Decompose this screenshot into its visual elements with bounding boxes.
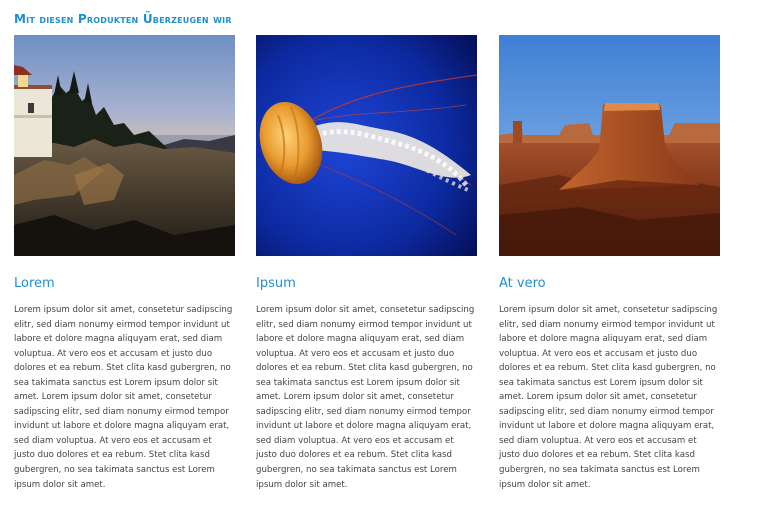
section-title: Mit diesen Produkten Überzeugen wir [14,12,232,26]
product-title: At vero [499,276,546,291]
product-description: Lorem ipsum dolor sit amet, consetetur sadipscing elitr, sed diam nonumy eirmod tempor invidunt ut labore et dolore magna aliquyam erat, sed diam voluptua. At vero eos et accusam et justo duo dolores et ea rebum. Stet clita kasd gubergren, no sea takimata sanctus est Lorem ipsum dolor sit amet. Lorem ipsum dolor sit amet, consetetur sadipscing elitr, sed diam nonumy eirmod tempor invidunt ut labore et dolore magna aliquyam erat, sed diam voluptua. At vero eos et accusam et justo duo dolores et ea rebum. Stet clita kasd gubergren, no sea takimata sanctus est Lorem ipsum dolor sit amet. [14,305,233,490]
product-description: Lorem ipsum dolor sit amet, consetetur sadipscing elitr, sed diam nonumy eirmod tempor invidunt ut labore et dolore magna aliquyam erat, sed diam voluptua. At vero eos et accusam et justo duo dolores et ea rebum. Stet clita kasd gubergren, no sea takimata sanctus est Lorem ipsum dolor sit amet. Lorem ipsum dolor sit amet, consetetur sadipscing elitr, sed diam nonumy eirmod tempor invidunt ut labore et dolore magna aliquyam erat, sed diam voluptua. At vero eos et accusam et justo duo dolores et ea rebum. Stet clita kasd gubergren, no sea takimata sanctus est Lorem ipsum dolor sit amet. [499,305,718,490]
jellyfish-photo[interactable] [256,35,477,256]
product-description: Lorem ipsum dolor sit amet, consetetur sadipscing elitr, sed diam nonumy eirmod tempor invidunt ut labore et dolore magna aliquyam erat, sed diam voluptua. At vero eos et accusam et justo duo dolores et ea rebum. Stet clita kasd gubergren, no sea takimata sanctus est Lorem ipsum dolor sit amet. Lorem ipsum dolor sit amet, consetetur sadipscing elitr, sed diam nonumy eirmod tempor invidunt ut labore et dolore magna aliquyam erat, sed diam voluptua. At vero eos et accusam et justo duo dolores et ea rebum. Stet clita kasd gubergren, no sea takimata sanctus est Lorem ipsum dolor sit amet. [256,305,475,490]
lighthouse-coast-photo[interactable] [14,35,235,256]
desert-mesa-photo[interactable] [499,35,720,256]
product-title: Lorem [14,276,55,291]
product-title: Ipsum [256,276,296,291]
product-card-at-vero [499,35,720,492]
product-card-ipsum [256,35,477,492]
product-card-lorem [14,35,235,492]
